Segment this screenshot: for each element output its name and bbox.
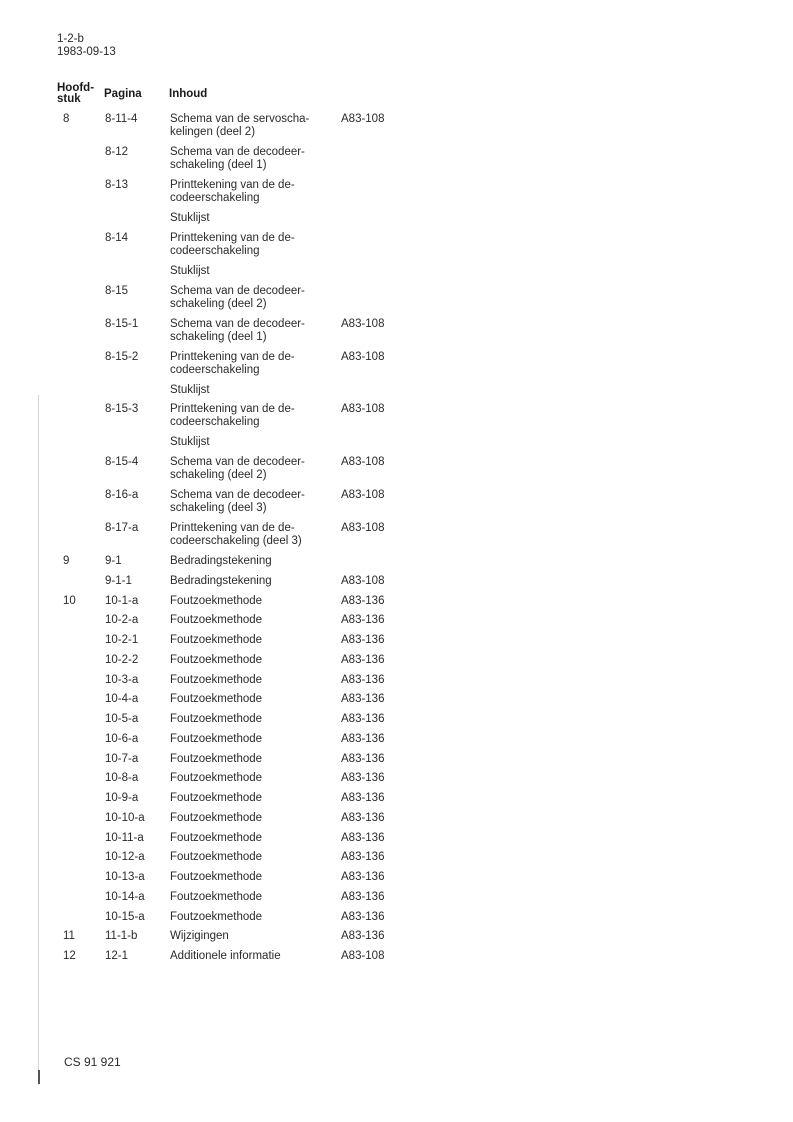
row-inhoud-line: Wijzigingen: [170, 930, 229, 943]
row-pagina: 8-12: [105, 146, 129, 158]
row-hoofdstuk: 10: [63, 594, 76, 607]
row-reference: A83-136: [341, 811, 385, 824]
row-inhoud-line: Foutzoekmethode: [170, 772, 263, 785]
row-inhoud: [170, 832, 335, 845]
row-pagina: 10-9-a: [105, 792, 139, 804]
row-reference: A83-136: [341, 851, 385, 864]
row-inhoud-line: schakeling (deel 2): [170, 469, 267, 481]
row-inhoud: [170, 318, 335, 344]
row-inhoud-line: Foutzoekmethode: [170, 890, 263, 903]
row-pagina: 8-14: [105, 231, 129, 244]
row-inhoud-line: Printtekening van de de-: [170, 522, 295, 534]
row-inhoud-line: kelingen (deel 2): [170, 126, 256, 138]
column-header-inhoud: Inhoud: [169, 88, 208, 100]
row-reference: A83-108: [341, 317, 385, 330]
row-inhoud-line: Schema van de decodeer-: [170, 489, 305, 501]
row-pagina: 12-1: [105, 950, 129, 962]
row-inhoud-line: Foutzoekmethode: [170, 811, 263, 824]
row-pagina: 8-15: [105, 284, 129, 297]
row-reference: A83-108: [341, 574, 385, 587]
row-inhoud-line: codeerschakeling: [170, 363, 260, 376]
row-inhoud: [170, 456, 335, 482]
column-header-pagina: Pagina: [104, 88, 142, 100]
row-inhoud-line: Foutzoekmethode: [170, 713, 263, 725]
row-inhoud-line: Bedradingstekening: [170, 574, 272, 587]
row-reference: A83-136: [341, 871, 385, 883]
row-inhoud: [170, 384, 335, 397]
row-inhoud: [170, 753, 335, 766]
row-reference: A83-136: [341, 673, 385, 686]
column-header-hoofdstuk: [57, 83, 94, 105]
row-inhoud: [170, 232, 335, 258]
row-inhoud: [170, 772, 335, 785]
row-pagina: 9-1-1: [105, 574, 132, 587]
row-inhoud-line: codeerschakeling: [170, 416, 260, 429]
row-reference: A83-108: [341, 350, 385, 363]
row-inhoud: [170, 595, 335, 608]
row-inhoud-line: codeerschakeling (deel 3): [170, 535, 302, 547]
row-reference: A83-136: [341, 614, 385, 627]
row-pagina: 10-12-a: [105, 851, 145, 864]
row-inhoud-line: Schema van de servoscha-: [170, 113, 310, 125]
row-inhoud-line: Printtekening van de de-: [170, 179, 295, 191]
row-pagina: 10-6-a: [105, 732, 139, 745]
row-inhoud-line: Stuklijst: [170, 264, 210, 277]
row-inhoud: [170, 930, 335, 943]
row-inhoud-line: Schema van de decodeer-: [170, 284, 305, 297]
row-inhoud-line: Schema van de decodeer-: [170, 146, 305, 158]
column-header-hoofdstuk-line2: stuk: [57, 93, 81, 105]
row-inhoud: [170, 614, 335, 627]
row-pagina: 8-11-4: [105, 113, 138, 125]
row-inhoud: [170, 693, 335, 706]
row-reference: A83-136: [341, 930, 385, 943]
row-hoofdstuk: 9: [63, 555, 70, 567]
row-hoofdstuk: 11: [63, 930, 75, 943]
row-pagina: 10-5-a: [105, 713, 139, 725]
row-reference: A83-108: [341, 113, 385, 125]
row-reference: A83-136: [341, 831, 385, 844]
left-margin-line: [38, 395, 39, 1085]
column-header-hoofdstuk-line1: Hoofd-: [57, 82, 95, 94]
row-reference: A83-136: [341, 732, 385, 745]
row-inhoud-line: schakeling (deel 2): [170, 297, 267, 310]
row-inhoud: [170, 285, 335, 311]
row-inhoud: [170, 403, 335, 429]
row-inhoud: [170, 812, 335, 825]
row-inhoud: [170, 179, 335, 205]
row-inhoud-line: schakeling (deel 3): [170, 502, 267, 514]
row-inhoud: [170, 489, 335, 515]
row-reference: A83-136: [341, 634, 385, 646]
row-pagina: 8-15-3: [105, 403, 139, 416]
row-inhoud-line: codeerschakeling: [170, 244, 260, 257]
row-inhoud: [170, 113, 335, 139]
row-reference: A83-136: [341, 752, 385, 765]
footer-code: CS 91 921: [64, 1055, 121, 1069]
row-pagina: 10-8-a: [105, 772, 139, 785]
row-inhoud: [170, 792, 335, 805]
document-date: 1983-09-13: [57, 46, 116, 58]
row-inhoud-line: schakeling (deel 1): [170, 159, 267, 171]
row-inhoud: [170, 733, 335, 746]
row-inhoud: [170, 265, 335, 278]
row-inhoud-line: schakeling (deel 1): [170, 330, 267, 343]
row-reference: A83-108: [341, 522, 385, 534]
row-pagina: 9-1: [105, 555, 122, 567]
row-pagina: 10-7-a: [105, 752, 139, 765]
row-inhoud: [170, 522, 335, 548]
row-inhoud: [170, 851, 335, 864]
row-inhoud: [170, 436, 335, 449]
row-reference: A83-108: [341, 950, 385, 962]
row-inhoud: [170, 575, 335, 588]
row-pagina: 8-16-a: [105, 489, 139, 501]
row-inhoud: [170, 674, 335, 687]
row-inhoud-line: Foutzoekmethode: [170, 792, 263, 804]
row-inhoud: [170, 871, 335, 884]
row-inhoud: [170, 950, 335, 963]
row-reference: A83-108: [341, 489, 385, 501]
row-inhoud: [170, 713, 335, 726]
row-pagina: 10-14-a: [105, 890, 145, 903]
row-inhoud-line: Schema van de decodeer-: [170, 456, 305, 468]
row-reference: A83-108: [341, 403, 385, 416]
left-margin-tick: [38, 1070, 40, 1084]
row-inhoud-line: Printtekening van de de-: [170, 350, 295, 363]
row-pagina: 10-3-a: [105, 673, 139, 686]
row-inhoud-line: Foutzoekmethode: [170, 673, 263, 686]
row-inhoud: [170, 634, 335, 647]
row-pagina: 10-11-a: [105, 831, 144, 844]
row-reference: A83-136: [341, 890, 385, 903]
row-inhoud-line: Foutzoekmethode: [170, 614, 263, 627]
row-inhoud-line: Foutzoekmethode: [170, 851, 263, 864]
row-inhoud-line: codeerschakeling: [170, 192, 260, 204]
row-reference: A83-136: [341, 910, 385, 923]
row-pagina: 10-2-a: [105, 614, 139, 627]
row-inhoud: [170, 654, 335, 667]
row-pagina: 10-2-2: [105, 653, 139, 666]
row-inhoud-line: Foutzoekmethode: [170, 831, 263, 844]
row-inhoud-line: Stuklijst: [170, 383, 210, 396]
row-hoofdstuk: 8: [63, 113, 70, 125]
row-reference: A83-136: [341, 772, 385, 785]
row-pagina: 8-15-4: [105, 456, 139, 468]
row-inhoud: [170, 351, 335, 377]
row-inhoud: [170, 146, 335, 172]
row-inhoud: [170, 212, 335, 225]
row-inhoud-line: Foutzoekmethode: [170, 752, 263, 765]
row-pagina: 10-1-a: [105, 594, 139, 607]
row-inhoud-line: Foutzoekmethode: [170, 732, 263, 745]
row-inhoud-line: Stuklijst: [170, 436, 210, 449]
row-pagina: 10-2-1: [105, 634, 139, 646]
row-inhoud-line: Stuklijst: [170, 212, 210, 224]
row-pagina: 10-4-a: [105, 693, 139, 706]
row-hoofdstuk: 12: [63, 950, 76, 962]
row-reference: A83-136: [341, 653, 385, 666]
row-pagina: 11-1-b: [105, 930, 138, 943]
row-reference: A83-136: [341, 713, 385, 725]
row-inhoud-line: Foutzoekmethode: [170, 634, 263, 646]
row-inhoud: [170, 891, 335, 904]
row-inhoud-line: Schema van de decodeer-: [170, 317, 305, 330]
row-inhoud-line: Foutzoekmethode: [170, 693, 263, 706]
row-inhoud: [170, 555, 335, 568]
row-pagina: 10-10-a: [105, 811, 145, 824]
row-inhoud-line: Printtekening van de de-: [170, 231, 295, 244]
row-inhoud-line: Bedradingstekening: [170, 555, 272, 567]
row-inhoud-line: Printtekening van de de-: [170, 403, 295, 416]
row-reference: A83-136: [341, 792, 385, 804]
row-inhoud-line: Foutzoekmethode: [170, 653, 263, 666]
row-pagina: 8-13: [105, 179, 129, 191]
row-pagina: 10-13-a: [105, 871, 145, 883]
row-inhoud-line: Foutzoekmethode: [170, 594, 263, 607]
row-pagina: 10-15-a: [105, 910, 145, 923]
row-inhoud: [170, 911, 335, 924]
document-header: [57, 33, 116, 59]
row-pagina: 8-15-1: [105, 317, 139, 330]
row-reference: A83-136: [341, 594, 385, 607]
row-reference: A83-108: [341, 456, 385, 468]
document-code: 1-2-b: [57, 33, 84, 45]
row-inhoud-line: Foutzoekmethode: [170, 871, 263, 883]
row-pagina: 8-17-a: [105, 522, 139, 534]
row-inhoud-line: Foutzoekmethode: [170, 910, 263, 923]
row-reference: A83-136: [341, 693, 385, 706]
row-pagina: 8-15-2: [105, 350, 139, 363]
row-inhoud-line: Additionele informatie: [170, 950, 281, 962]
